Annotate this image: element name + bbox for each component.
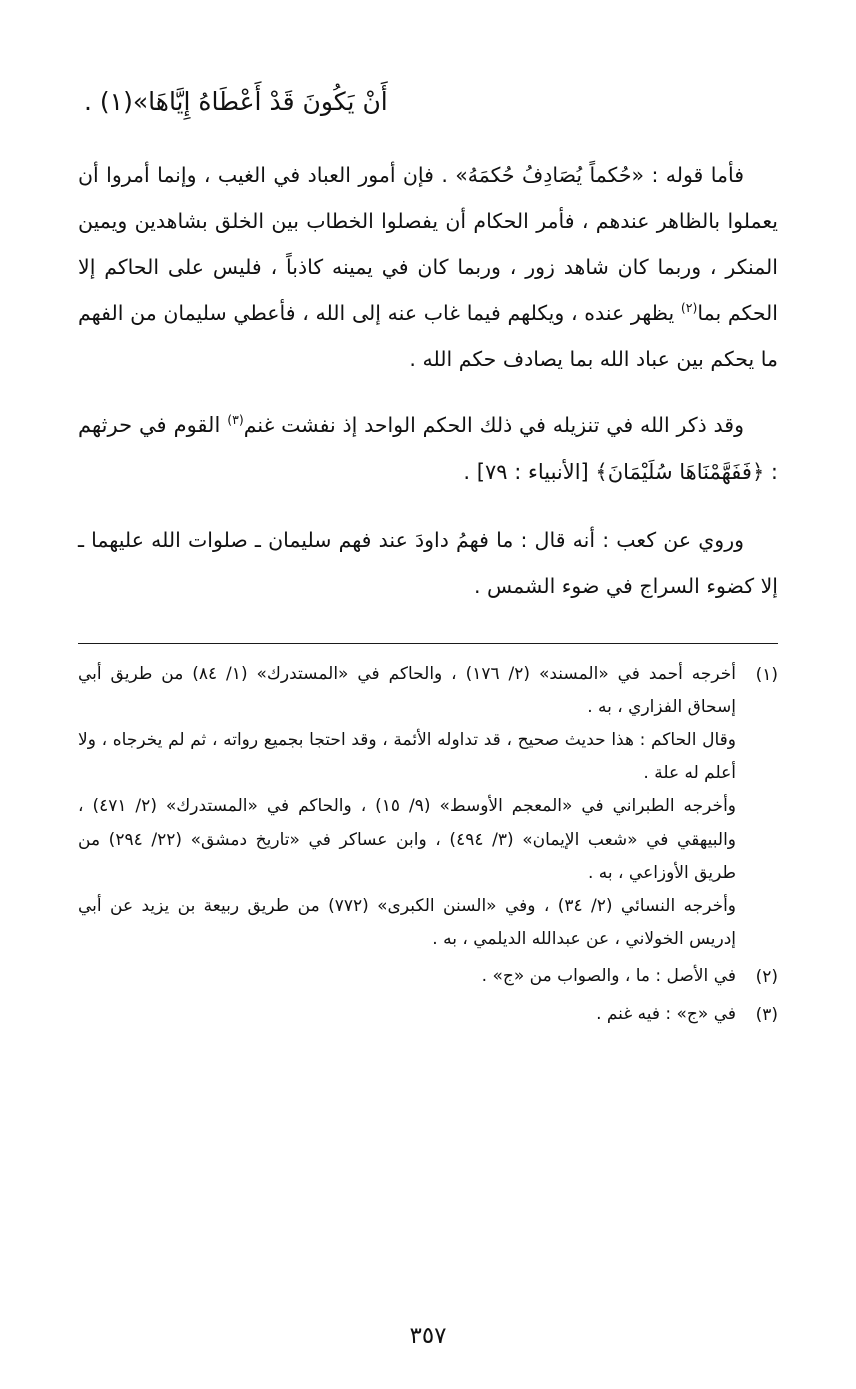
footnote-line: وأخرجه الطبراني في «المعجم الأوسط» (٩/ ١٥) ، والحاكم في «المستدرك» (٢/ ٤٧١) ، والبيهقي في «شعب الإيمان» (٣/ ٤٩٤) ، وابن عساكر في «تاريخ دمشق» (٢٢/ ٢٩٤) من طريق الأوزاعي ، به . <box>78 796 737 883</box>
footnote-marker: (٣) <box>755 1005 778 1026</box>
paragraph-2-text-b: القوم في حرثهم : ﴿فَفَهَّمْنَاهَا سُلَيْمَانَ﴾ [الأنبياء : ٧٩] . <box>78 413 778 485</box>
paragraph-1-text-a: فأما قوله : «حُكماً يُصَادِفُ حُكمَهُ» . فإن أمور العباد في الغيب ، وإنما أمروا أن يعملوا بالظاهر عندهم ، فأمر الحكام أن يفصلوا الخطاب بين الخلق بشاهدين ويمين المنكر ، وربما كان شاهد زور ، وربما كان في يمينه كاذباً ، فليس على الحاكم إلا الحكم بما <box>78 162 778 325</box>
footnotes-section <box>78 658 778 1037</box>
footnote-body <box>78 998 736 1032</box>
body-text <box>78 152 778 629</box>
footnote-item <box>78 998 778 1032</box>
footnote-line: في «ج» : فيه غنم . <box>596 1004 736 1025</box>
paragraph-3 <box>78 517 778 609</box>
footnote-separator <box>78 643 778 644</box>
footnote-item <box>78 960 778 994</box>
footnote-line: في الأصل : ما ، والصواب من «ج» . <box>481 966 736 987</box>
opening-line: أَنْ يَكُونَ قَدْ أَعْطَاهُ إِيَّاهَا»(١) . <box>84 87 388 116</box>
footnote-ref-3: (٣) <box>227 412 244 428</box>
footnote-marker: (٢) <box>755 967 778 988</box>
footnote-body <box>78 960 736 994</box>
paragraph-1-text-b: يظهر عنده ، ويكلهم فيما غاب عنه إلى الله ، فأعطي سليمان من الفهم ما يحكم بين عباد الله بما يصادف حكم الله . <box>78 300 778 371</box>
footnote-line: وأخرجه النسائي (٢/ ٣٤) ، وفي «السنن الكبرى» (٧٧٢) من طريق ربيعة بن يزيد عن أبي إدريس الخولاني ، عن عبدالله الديلمي ، به . <box>78 895 737 949</box>
page-number: ٣٥٧ <box>409 1323 447 1349</box>
footnote-marker: (١) <box>755 664 778 685</box>
page-spacer <box>78 1036 778 1323</box>
footnote-ref-2: (٢) <box>680 300 698 316</box>
footnote-line: أخرجه أحمد في «المسند» (٢/ ١٧٦) ، والحاكم في «المستدرك» (١/ ٨٤) من طريق أبي إسحاق الفزاري ، به . <box>78 663 736 718</box>
footnote-item <box>78 658 778 956</box>
paragraph-3-text: وروي عن كعب : أنه قال : ما فهمُ داودَ عند فهم سليمان ـ صلوات الله عليهما ـ إلا كضوء السراج في ضوء الشمس . <box>78 527 778 598</box>
paragraph-2 <box>78 402 778 497</box>
footnote-line: وقال الحاكم : هذا حديث صحيح ، قد تداوله الأئمة ، وقد احتجا بجميع رواته ، ثم لم يخرجاه ، ولا أعلم له علة . <box>78 730 736 784</box>
paragraph-1 <box>78 152 778 383</box>
paragraph-2-text-a: وقد ذكر الله في تنزيله في ذلك الحكم الواحد إذ نفشت غنم <box>243 413 745 438</box>
footnote-body <box>78 658 736 956</box>
